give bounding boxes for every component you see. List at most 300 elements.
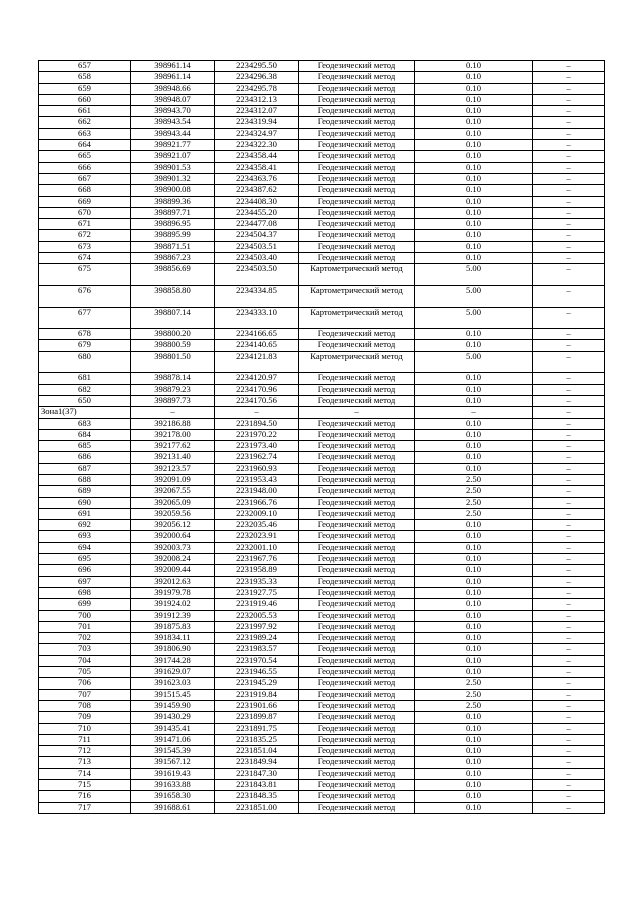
method-cell: Геодезический метод — [299, 61, 415, 72]
method-cell: Геодезический метод — [299, 667, 415, 678]
point-number-cell: 688 — [39, 474, 131, 485]
accuracy-cell: 0.10 — [415, 395, 533, 406]
x-coordinate-cell: 398878.14 — [131, 373, 215, 384]
table-row — [39, 531, 605, 542]
y-coordinate-cell: 2231848.35 — [215, 791, 299, 802]
y-coordinate-cell: 2234334.85 — [215, 285, 299, 307]
method-cell: Геодезический метод — [299, 497, 415, 508]
point-number-cell: 717 — [39, 802, 131, 813]
description-cell: – — [533, 373, 605, 384]
table-row — [39, 621, 605, 632]
method-cell: Геодезический метод — [299, 395, 415, 406]
x-coordinate-cell: 398943.54 — [131, 117, 215, 128]
point-number-cell: 675 — [39, 264, 131, 286]
accuracy-cell: 0.10 — [415, 610, 533, 621]
description-cell: – — [533, 554, 605, 565]
method-cell: Картометрический метод — [299, 307, 415, 329]
description-cell: – — [533, 633, 605, 644]
table-row — [39, 185, 605, 196]
y-coordinate-cell: 2234333.10 — [215, 307, 299, 329]
description-cell: – — [533, 429, 605, 440]
x-coordinate-cell: 391744.28 — [131, 655, 215, 666]
method-cell: Картометрический метод — [299, 285, 415, 307]
method-cell: Геодезический метод — [299, 196, 415, 207]
description-cell: – — [533, 340, 605, 351]
y-coordinate-cell: 2231962.74 — [215, 452, 299, 463]
x-coordinate-cell: 398943.70 — [131, 106, 215, 117]
table-row — [39, 520, 605, 531]
x-coordinate-cell: 398961.14 — [131, 61, 215, 72]
description-cell: – — [533, 285, 605, 307]
description-cell: – — [533, 621, 605, 632]
x-coordinate-cell: 398879.23 — [131, 384, 215, 395]
x-coordinate-cell: 398899.36 — [131, 196, 215, 207]
point-number-cell: 663 — [39, 128, 131, 139]
y-coordinate-cell: 2231919.46 — [215, 599, 299, 610]
table-row — [39, 72, 605, 83]
method-cell: Геодезический метод — [299, 441, 415, 452]
accuracy-cell: 0.10 — [415, 542, 533, 553]
point-number-cell: 670 — [39, 207, 131, 218]
x-coordinate-cell: 392000.64 — [131, 531, 215, 542]
description-cell: – — [533, 106, 605, 117]
accuracy-cell: 2.50 — [415, 486, 533, 497]
accuracy-cell: 0.10 — [415, 61, 533, 72]
y-coordinate-cell: 2231967.76 — [215, 554, 299, 565]
y-coordinate-cell: 2231973.40 — [215, 441, 299, 452]
y-coordinate-cell: 2234319.94 — [215, 117, 299, 128]
method-cell: Геодезический метод — [299, 230, 415, 241]
method-cell: Геодезический метод — [299, 384, 415, 395]
description-cell: – — [533, 384, 605, 395]
x-coordinate-cell: 398921.07 — [131, 151, 215, 162]
accuracy-cell: 5.00 — [415, 285, 533, 307]
point-number-cell: 679 — [39, 340, 131, 351]
point-number-cell: 659 — [39, 83, 131, 94]
point-number-cell: 693 — [39, 531, 131, 542]
method-cell: Геодезический метод — [299, 253, 415, 264]
table-row — [39, 151, 605, 162]
description-cell: – — [533, 678, 605, 689]
x-coordinate-cell: 398896.95 — [131, 219, 215, 230]
method-cell: Геодезический метод — [299, 689, 415, 700]
method-cell: Геодезический метод — [299, 780, 415, 791]
point-number-cell: 658 — [39, 72, 131, 83]
table-row — [39, 384, 605, 395]
accuracy-cell: 0.10 — [415, 791, 533, 802]
method-cell: Геодезический метод — [299, 599, 415, 610]
x-coordinate-cell: 392186.88 — [131, 418, 215, 429]
y-coordinate-cell: 2231970.54 — [215, 655, 299, 666]
description-cell: – — [533, 94, 605, 105]
y-coordinate-cell: 2231948.00 — [215, 486, 299, 497]
y-coordinate-cell: 2231901.66 — [215, 700, 299, 711]
accuracy-cell: 2.50 — [415, 497, 533, 508]
y-coordinate-cell: 2232035.46 — [215, 520, 299, 531]
point-number-cell: 699 — [39, 599, 131, 610]
description-cell: – — [533, 520, 605, 531]
method-cell: Геодезический метод — [299, 173, 415, 184]
x-coordinate-cell: 391924.02 — [131, 599, 215, 610]
point-number-cell: 695 — [39, 554, 131, 565]
table-row — [39, 128, 605, 139]
method-cell: Геодезический метод — [299, 587, 415, 598]
accuracy-cell: 0.10 — [415, 106, 533, 117]
accuracy-cell: 2.50 — [415, 700, 533, 711]
point-number-cell: 715 — [39, 780, 131, 791]
x-coordinate-cell: 398901.53 — [131, 162, 215, 173]
point-number-cell: 674 — [39, 253, 131, 264]
description-cell: – — [533, 780, 605, 791]
y-coordinate-cell: 2231983.57 — [215, 644, 299, 655]
table-row — [39, 207, 605, 218]
y-coordinate-cell: 2231835.25 — [215, 734, 299, 745]
method-cell: Геодезический метод — [299, 185, 415, 196]
accuracy-cell: 0.10 — [415, 565, 533, 576]
x-coordinate-cell: 391633.88 — [131, 780, 215, 791]
accuracy-cell: 0.10 — [415, 329, 533, 340]
method-cell: Геодезический метод — [299, 644, 415, 655]
description-cell: – — [533, 196, 605, 207]
description-cell: – — [533, 83, 605, 94]
table-row — [39, 712, 605, 723]
point-number-cell: 666 — [39, 162, 131, 173]
description-cell: – — [533, 185, 605, 196]
description-cell: – — [533, 644, 605, 655]
point-number-cell: 701 — [39, 621, 131, 632]
description-cell: – — [533, 599, 605, 610]
table-row — [39, 307, 605, 329]
table-row — [39, 757, 605, 768]
accuracy-cell: 0.10 — [415, 94, 533, 105]
table-row — [39, 497, 605, 508]
method-cell: Геодезический метод — [299, 117, 415, 128]
description-cell: – — [533, 700, 605, 711]
x-coordinate-cell: 391471.06 — [131, 734, 215, 745]
point-number-cell: 705 — [39, 667, 131, 678]
y-coordinate-cell: 2234120.97 — [215, 373, 299, 384]
table-row — [39, 94, 605, 105]
method-cell: Геодезический метод — [299, 723, 415, 734]
point-number-cell: 702 — [39, 633, 131, 644]
description-cell: – — [533, 463, 605, 474]
method-cell: Геодезический метод — [299, 373, 415, 384]
accuracy-cell: 0.10 — [415, 128, 533, 139]
method-cell: Геодезический метод — [299, 565, 415, 576]
description-cell: – — [533, 746, 605, 757]
method-cell: Геодезический метод — [299, 452, 415, 463]
accuracy-cell: 2.50 — [415, 508, 533, 519]
accuracy-cell: 0.10 — [415, 463, 533, 474]
accuracy-cell: – — [415, 407, 533, 418]
x-coordinate-cell: 392003.73 — [131, 542, 215, 553]
x-coordinate-cell: 398800.59 — [131, 340, 215, 351]
y-coordinate-cell: 2231966.76 — [215, 497, 299, 508]
method-cell: Геодезический метод — [299, 542, 415, 553]
method-cell: Картометрический метод — [299, 264, 415, 286]
x-coordinate-cell: 391459.90 — [131, 700, 215, 711]
description-cell: – — [533, 768, 605, 779]
y-coordinate-cell: 2234322.30 — [215, 140, 299, 151]
description-cell: – — [533, 329, 605, 340]
point-number-cell: 667 — [39, 173, 131, 184]
y-coordinate-cell: 2231851.04 — [215, 746, 299, 757]
table-row — [39, 162, 605, 173]
y-coordinate-cell: 2234166.65 — [215, 329, 299, 340]
point-number-cell: 696 — [39, 565, 131, 576]
description-cell: – — [533, 230, 605, 241]
point-number-cell: 710 — [39, 723, 131, 734]
description-cell: – — [533, 802, 605, 813]
x-coordinate-cell: 391658.30 — [131, 791, 215, 802]
point-number-cell: 668 — [39, 185, 131, 196]
method-cell: Геодезический метод — [299, 106, 415, 117]
method-cell: Геодезический метод — [299, 140, 415, 151]
description-cell: – — [533, 655, 605, 666]
table-row — [39, 644, 605, 655]
point-number-cell: 687 — [39, 463, 131, 474]
method-cell: – — [299, 407, 415, 418]
x-coordinate-cell: 392131.40 — [131, 452, 215, 463]
y-coordinate-cell: 2234358.44 — [215, 151, 299, 162]
point-number-cell: 716 — [39, 791, 131, 802]
description-cell: – — [533, 542, 605, 553]
x-coordinate-cell: 391619.43 — [131, 768, 215, 779]
y-coordinate-cell: 2231894.50 — [215, 418, 299, 429]
table-row — [39, 196, 605, 207]
table-row — [39, 140, 605, 151]
description-cell: – — [533, 395, 605, 406]
x-coordinate-cell: 398943.44 — [131, 128, 215, 139]
description-cell: – — [533, 486, 605, 497]
table-row — [39, 486, 605, 497]
table-row — [39, 587, 605, 598]
table-row — [39, 285, 605, 307]
point-number-cell: 712 — [39, 746, 131, 757]
accuracy-cell: 5.00 — [415, 264, 533, 286]
y-coordinate-cell: 2232005.53 — [215, 610, 299, 621]
accuracy-cell: 5.00 — [415, 307, 533, 329]
y-coordinate-cell: 2231953.43 — [215, 474, 299, 485]
point-number-cell: 690 — [39, 497, 131, 508]
accuracy-cell: 0.10 — [415, 757, 533, 768]
x-coordinate-cell: 391545.39 — [131, 746, 215, 757]
method-cell: Геодезический метод — [299, 621, 415, 632]
y-coordinate-cell: – — [215, 407, 299, 418]
method-cell: Геодезический метод — [299, 757, 415, 768]
y-coordinate-cell: 2234504.37 — [215, 230, 299, 241]
x-coordinate-cell: 391623.03 — [131, 678, 215, 689]
description-cell: – — [533, 253, 605, 264]
point-number-cell: 669 — [39, 196, 131, 207]
description-cell: – — [533, 441, 605, 452]
method-cell: Геодезический метод — [299, 219, 415, 230]
table-row — [39, 452, 605, 463]
table-row — [39, 508, 605, 519]
x-coordinate-cell: 392009.44 — [131, 565, 215, 576]
table-row — [39, 253, 605, 264]
y-coordinate-cell: 2231989.24 — [215, 633, 299, 644]
table-row — [39, 241, 605, 252]
x-coordinate-cell: 392056.12 — [131, 520, 215, 531]
method-cell: Геодезический метод — [299, 151, 415, 162]
description-cell: – — [533, 610, 605, 621]
document-page — [38, 60, 604, 814]
point-number-cell: 661 — [39, 106, 131, 117]
point-number-cell: 692 — [39, 520, 131, 531]
method-cell: Геодезический метод — [299, 520, 415, 531]
method-cell: Геодезический метод — [299, 746, 415, 757]
description-cell: – — [533, 407, 605, 418]
accuracy-cell: 2.50 — [415, 678, 533, 689]
point-number-cell: 714 — [39, 768, 131, 779]
method-cell: Геодезический метод — [299, 72, 415, 83]
method-cell: Геодезический метод — [299, 610, 415, 621]
accuracy-cell: 0.10 — [415, 746, 533, 757]
y-coordinate-cell: 2231899.87 — [215, 712, 299, 723]
y-coordinate-cell: 2234121.83 — [215, 351, 299, 373]
method-cell: Геодезический метод — [299, 207, 415, 218]
description-cell: – — [533, 264, 605, 286]
y-coordinate-cell: 2231970.22 — [215, 429, 299, 440]
point-number-cell: 700 — [39, 610, 131, 621]
table-row — [39, 655, 605, 666]
x-coordinate-cell: 398948.66 — [131, 83, 215, 94]
y-coordinate-cell: 2232001.10 — [215, 542, 299, 553]
x-coordinate-cell: – — [131, 407, 215, 418]
table-row — [39, 418, 605, 429]
point-number-cell: 677 — [39, 307, 131, 329]
x-coordinate-cell: 391515.45 — [131, 689, 215, 700]
x-coordinate-cell: 392067.55 — [131, 486, 215, 497]
x-coordinate-cell: 391806.90 — [131, 644, 215, 655]
table-row — [39, 463, 605, 474]
point-number-cell: 707 — [39, 689, 131, 700]
accuracy-cell: 0.10 — [415, 219, 533, 230]
table-row — [39, 264, 605, 286]
accuracy-cell: 0.10 — [415, 441, 533, 452]
table-row — [39, 474, 605, 485]
method-cell: Геодезический метод — [299, 554, 415, 565]
x-coordinate-cell: 392059.56 — [131, 508, 215, 519]
table-row — [39, 117, 605, 128]
table-row — [39, 780, 605, 791]
x-coordinate-cell: 391567.12 — [131, 757, 215, 768]
accuracy-cell: 0.10 — [415, 587, 533, 598]
y-coordinate-cell: 2231919.84 — [215, 689, 299, 700]
x-coordinate-cell: 398921.77 — [131, 140, 215, 151]
method-cell: Геодезический метод — [299, 83, 415, 94]
table-row — [39, 351, 605, 373]
accuracy-cell: 0.10 — [415, 554, 533, 565]
accuracy-cell: 0.10 — [415, 531, 533, 542]
accuracy-cell: 0.10 — [415, 768, 533, 779]
description-cell: – — [533, 173, 605, 184]
method-cell: Геодезический метод — [299, 576, 415, 587]
point-number-cell: 684 — [39, 429, 131, 440]
method-cell: Геодезический метод — [299, 162, 415, 173]
point-number-cell: 706 — [39, 678, 131, 689]
method-cell: Геодезический метод — [299, 531, 415, 542]
method-cell: Геодезический метод — [299, 429, 415, 440]
point-number-cell: 686 — [39, 452, 131, 463]
description-cell: – — [533, 734, 605, 745]
accuracy-cell: 0.10 — [415, 712, 533, 723]
description-cell: – — [533, 219, 605, 230]
coordinates-table-body — [39, 61, 605, 814]
x-coordinate-cell: 398961.14 — [131, 72, 215, 83]
point-number-cell: 662 — [39, 117, 131, 128]
description-cell: – — [533, 140, 605, 151]
x-coordinate-cell: 398801.50 — [131, 351, 215, 373]
accuracy-cell: 0.10 — [415, 520, 533, 531]
table-row — [39, 633, 605, 644]
table-row — [39, 61, 605, 72]
x-coordinate-cell: 391629.07 — [131, 667, 215, 678]
point-number-cell: 698 — [39, 587, 131, 598]
method-cell: Геодезический метод — [299, 463, 415, 474]
x-coordinate-cell: 398948.07 — [131, 94, 215, 105]
description-cell: – — [533, 474, 605, 485]
x-coordinate-cell: 398897.71 — [131, 207, 215, 218]
point-number-cell: 681 — [39, 373, 131, 384]
point-number-cell: 673 — [39, 241, 131, 252]
y-coordinate-cell: 2234295.50 — [215, 61, 299, 72]
description-cell: – — [533, 241, 605, 252]
x-coordinate-cell: 398895.99 — [131, 230, 215, 241]
x-coordinate-cell: 391688.61 — [131, 802, 215, 813]
table-row — [39, 441, 605, 452]
description-cell: – — [533, 565, 605, 576]
accuracy-cell: 0.10 — [415, 621, 533, 632]
y-coordinate-cell: 2231851.00 — [215, 802, 299, 813]
description-cell: – — [533, 61, 605, 72]
accuracy-cell: 0.10 — [415, 599, 533, 610]
y-coordinate-cell: 2232023.91 — [215, 531, 299, 542]
x-coordinate-cell: 398867.23 — [131, 253, 215, 264]
table-row — [39, 83, 605, 94]
x-coordinate-cell: 391875.83 — [131, 621, 215, 632]
point-number-cell: 708 — [39, 700, 131, 711]
method-cell: Геодезический метод — [299, 633, 415, 644]
y-coordinate-cell: 2231847.30 — [215, 768, 299, 779]
x-coordinate-cell: 398800.20 — [131, 329, 215, 340]
x-coordinate-cell: 391979.78 — [131, 587, 215, 598]
description-cell: – — [533, 508, 605, 519]
table-row — [39, 723, 605, 734]
description-cell: – — [533, 117, 605, 128]
description-cell: – — [533, 723, 605, 734]
accuracy-cell: 0.10 — [415, 655, 533, 666]
accuracy-cell: 0.10 — [415, 140, 533, 151]
point-number-cell: 709 — [39, 712, 131, 723]
y-coordinate-cell: 2231997.92 — [215, 621, 299, 632]
description-cell: – — [533, 667, 605, 678]
y-coordinate-cell: 2231843.81 — [215, 780, 299, 791]
x-coordinate-cell: 398897.73 — [131, 395, 215, 406]
accuracy-cell: 0.10 — [415, 241, 533, 252]
y-coordinate-cell: 2231946.55 — [215, 667, 299, 678]
point-number-cell: 657 — [39, 61, 131, 72]
point-number-cell: 685 — [39, 441, 131, 452]
method-cell: Геодезический метод — [299, 712, 415, 723]
point-number-cell: 682 — [39, 384, 131, 395]
accuracy-cell: 2.50 — [415, 474, 533, 485]
y-coordinate-cell: 2231960.93 — [215, 463, 299, 474]
accuracy-cell: 0.10 — [415, 253, 533, 264]
description-cell: – — [533, 207, 605, 218]
y-coordinate-cell: 2234387.62 — [215, 185, 299, 196]
